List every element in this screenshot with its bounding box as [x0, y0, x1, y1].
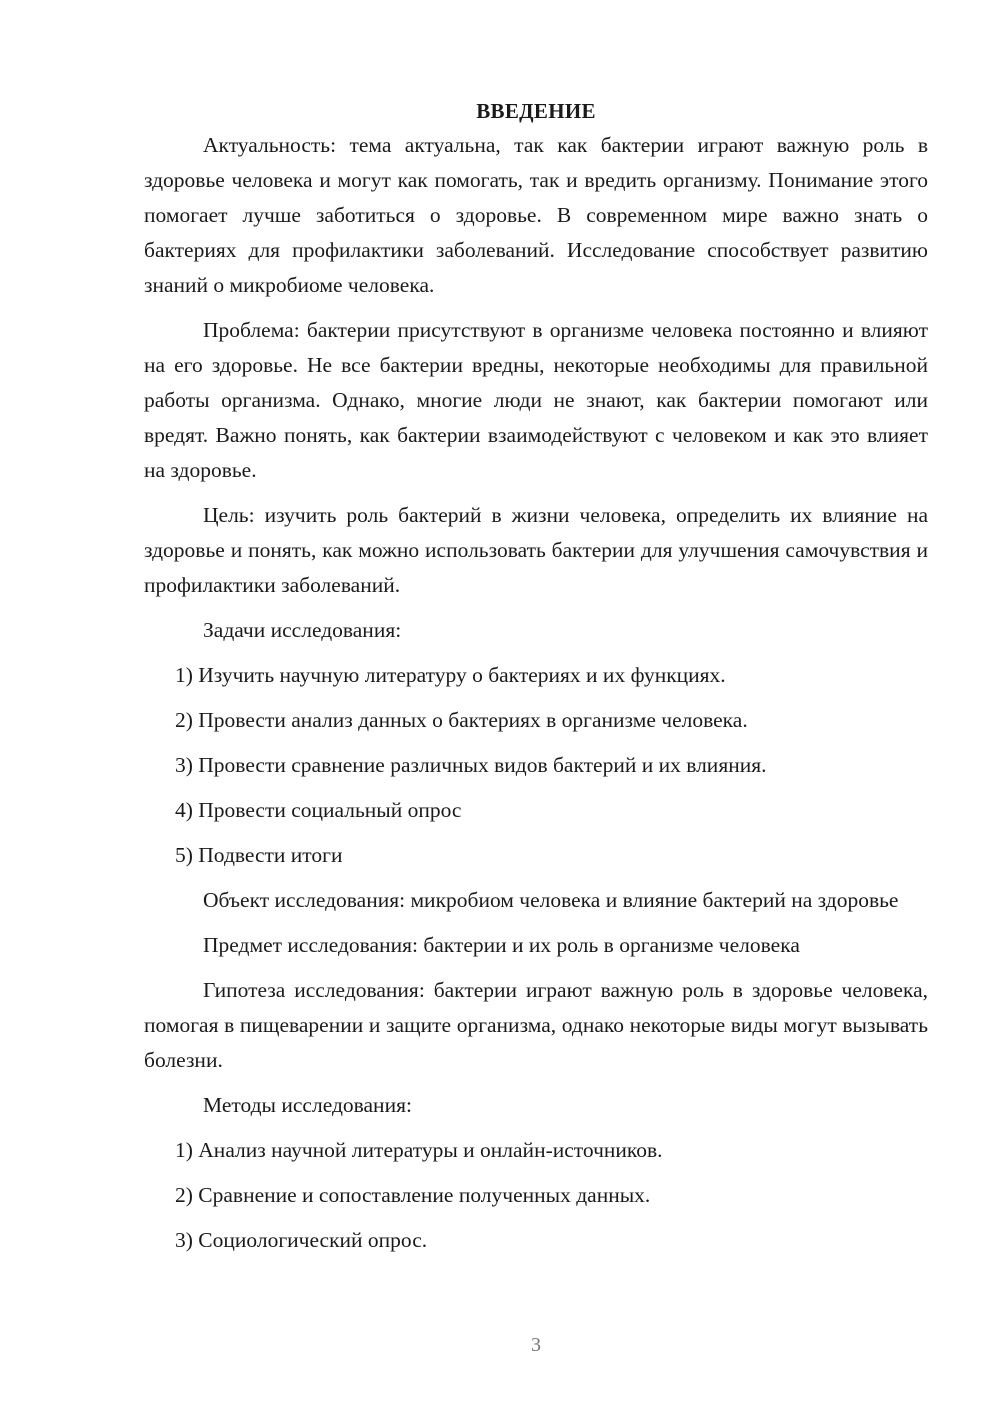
problem-paragraph: Проблема: бактерии присутствуют в организме человека постоянно и влияют на его здоровье. Не все бактерии вредны, некоторые необходимы для правильной работы организма. Однако, многие люди не знают, как бактерии помогают или вредят. Важно понять, как бактерии взаимодействуют с человеком и как это влияет на здоровье.	[144, 318, 928, 482]
tasks-heading: Задачи исследования:	[203, 618, 402, 642]
subject-paragraph: Предмет исследования: бактерии и их роль в организме человека	[203, 933, 800, 957]
task-item: 2) Провести анализ данных о бактериях в организме человека.	[175, 708, 748, 732]
page-number: 3	[531, 1334, 541, 1356]
object-paragraph: Объект исследования: микробиом человека и влияние бактерий на здоровье	[203, 888, 899, 912]
task-item: 4) Провести социальный опрос	[175, 798, 462, 822]
method-item: 2) Сравнение и сопоставление полученных данных.	[175, 1183, 651, 1207]
methods-heading: Методы исследования:	[203, 1093, 412, 1117]
hypothesis-paragraph: Гипотеза исследования: бактерии играют важную роль в здоровье человека, помогая в пищеварении и защите организма, однако некоторые виды могут вызывать болезни.	[144, 978, 928, 1072]
task-item: 1) Изучить научную литературу о бактериях и их функциях.	[175, 663, 726, 687]
document-page	[144, 94, 928, 1268]
task-item: 3) Провести сравнение различных видов бактерий и их влияния.	[175, 753, 767, 777]
method-item: 3) Социологический опрос.	[175, 1228, 428, 1252]
section-title: ВВЕДЕНИЕ	[476, 99, 596, 123]
task-item: 5) Подвести итоги	[175, 843, 343, 867]
method-item: 1) Анализ научной литературы и онлайн-источников.	[175, 1138, 663, 1162]
goal-paragraph: Цель: изучить роль бактерий в жизни человека, определить их влияние на здоровье и понять, как можно использовать бактерии для улучшения самочувствия и профилактики заболеваний.	[144, 503, 928, 597]
relevance-paragraph: Актуальность: тема актуальна, так как бактерии играют важную роль в здоровье человека и могут как помогать, так и вредить организму. Понимание этого помогает лучше заботиться о здоровье. В современном мире важно знать о бактериях для профилактики заболеваний. Исследование способствует развитию знаний о микробиоме человека.	[144, 133, 928, 297]
